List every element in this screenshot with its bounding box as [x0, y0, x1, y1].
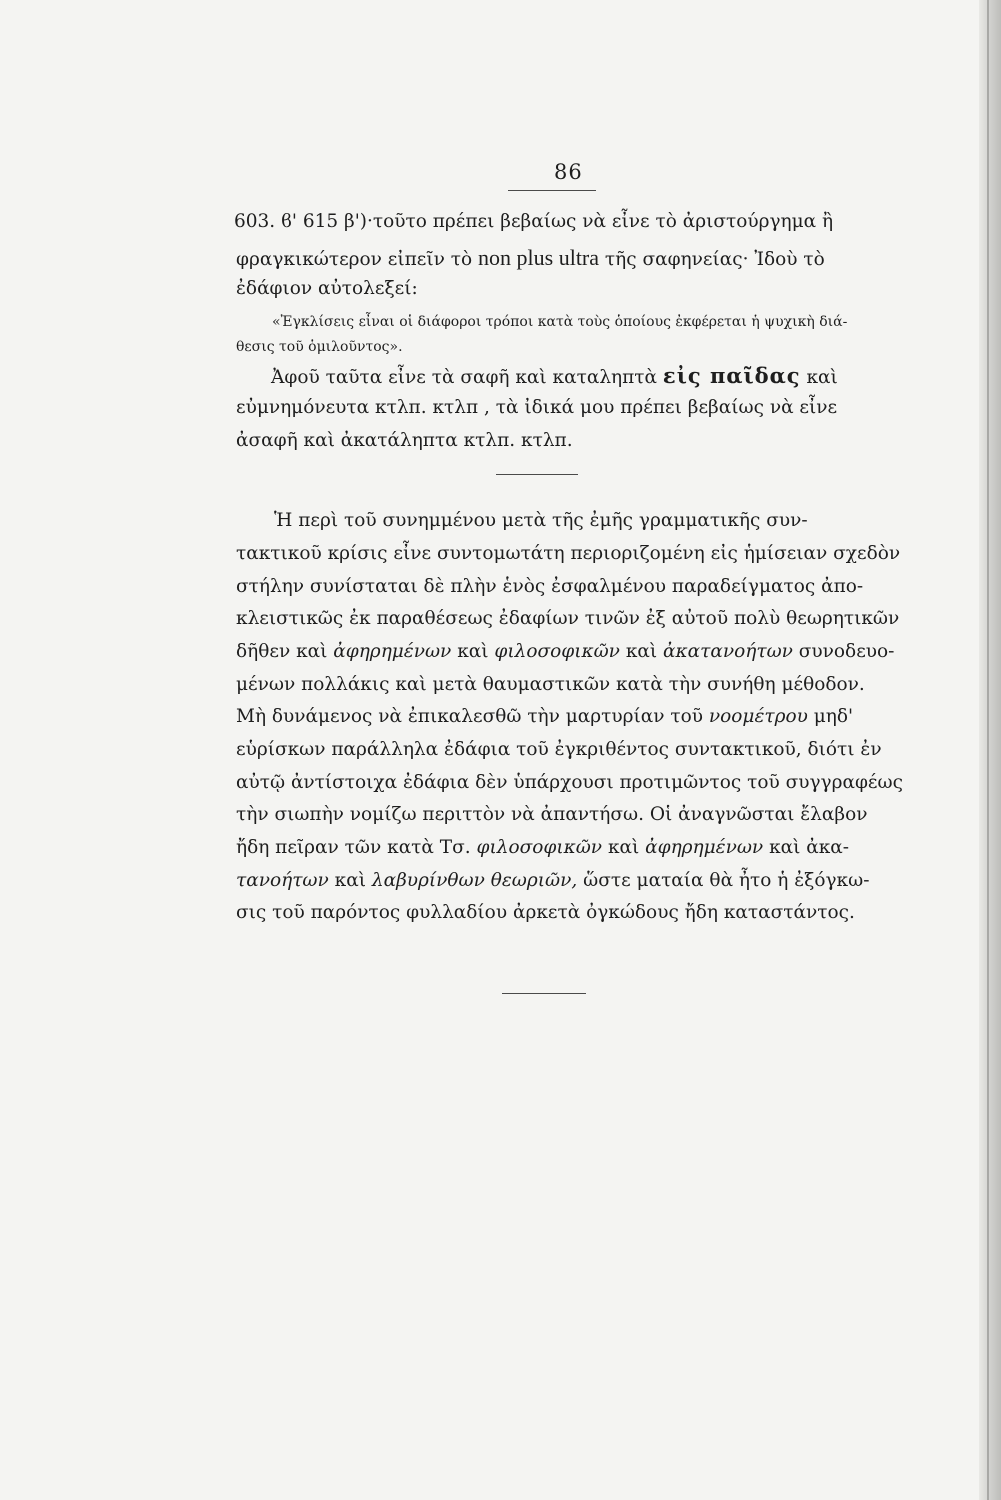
italic-word: ἀφηρημένων: [333, 641, 452, 662]
quotation-line: [236, 340, 403, 354]
text-line: [236, 432, 573, 451]
line-text: τὴν σιωπὴν νομίζω περιττὸν νὰ ἀπαντήσω. Οἱ ἀναγνῶσται ἔλαβον: [236, 804, 868, 825]
line-text: μηδ': [813, 706, 854, 727]
emphasis-phrase: εἰς παῖδας: [662, 363, 801, 388]
latin-phrase: non plus ultra: [478, 245, 600, 270]
italic-word: φιλοσοφικῶν: [476, 837, 603, 858]
text-line: [236, 399, 837, 418]
line-text: ἐδάφιον αὐτολεξεί:: [236, 278, 418, 299]
line-text: τακτικοῦ κρίσις εἶνε συντομωτάτη περιοριζομένη εἰς ἡμίσειαν σχεδὸν: [236, 543, 901, 564]
text-line: [234, 213, 833, 232]
line-text: Ἡ περὶ τοῦ συνημμένου μετὰ τῆς ἐμῆς γραμματικῆς συν-: [274, 510, 808, 531]
italic-word: ἀφηρημένων: [645, 837, 764, 858]
header-rule: [508, 190, 596, 191]
line-text: συνοδευο-: [798, 641, 895, 662]
text-line: [236, 904, 855, 923]
line-text: καὶ: [607, 837, 640, 858]
line-text: εὐμνημόνευτα κτλπ. κτλπ , τὰ ἰδικά μου πρέπει βεβαίως νὰ εἶνε: [236, 397, 838, 418]
text-line: [236, 839, 849, 858]
text-line: [236, 774, 903, 793]
text-line: [236, 545, 900, 564]
text-line: [271, 365, 838, 388]
text-line: [236, 643, 894, 662]
line-text: κλειστικῶς ἐκ παραθέσεως ἐδαφίων τινῶν ἐξ αὐτοῦ πολὺ θεωρητικῶν: [236, 608, 900, 629]
line-text: Ἀφοῦ ταῦτα εἶνε τὰ σαφῆ καὶ καταληπτὰ: [271, 367, 658, 388]
text-line: [236, 872, 869, 891]
italic-word: λαβυρίνθων θεωριῶν,: [371, 870, 578, 891]
text-line: [236, 610, 899, 629]
text-line: [236, 280, 418, 299]
page-edge-shadow: [979, 0, 1001, 1500]
text-line: [236, 806, 867, 825]
line-text: καὶ: [334, 870, 366, 891]
line-text: μένων πολλάκις καὶ μετὰ θαυμαστικῶν κατὰ τὴν συνήθη μέθοδον.: [236, 674, 865, 695]
italic-word: φιλοσοφικῶν: [494, 641, 620, 662]
quotation-line: [272, 315, 847, 329]
line-text: δῆθεν καὶ: [236, 641, 328, 662]
line-text: στήλην συνίσταται δὲ πλὴν ἑνὸς ἐσφαλμένου παραδείγματος ἀπο-: [236, 576, 864, 597]
page-edge-line: [987, 0, 989, 1500]
text-line: [236, 741, 882, 760]
footer-rule: [502, 993, 586, 994]
line-text: αὐτῷ ἀντίστοιχα ἐδάφια δὲν ὑπάρχουσι προτιμῶντος τοῦ συγγραφέως: [236, 772, 903, 793]
line-text: ἤδη πεῖραν τῶν κατὰ Τσ.: [236, 837, 471, 858]
text-line: [274, 512, 808, 531]
line-text: ἀσαφῆ καὶ ἀκατάληπτα κτλπ. κτλπ.: [236, 430, 573, 451]
italic-word: νοομέτρου: [708, 706, 808, 727]
line-text: 603. ϐ' 615 β')·τοῦτο πρέπει βεβαίως νὰ εἶνε τὸ ἀριστούργημα ἢ: [234, 211, 834, 232]
line-text: καὶ: [457, 641, 489, 662]
quotation-text: «Ἐγκλίσεις εἶναι οἱ διάφοροι τρόποι κατὰ τοὺς ὁποίους ἐκφέρεται ἡ ψυχικὴ διά-: [272, 314, 848, 330]
section-divider: [496, 474, 578, 475]
quotation-text: θεσις τοῦ ὁμιλοῦντος».: [236, 339, 403, 355]
page-number: 86: [554, 160, 583, 184]
line-text: φραγκικώτερον εἰπεῖν τὸ: [236, 249, 473, 270]
italic-word: ἀκατανοήτων: [663, 641, 793, 662]
line-text: καὶ ἀκα-: [769, 837, 850, 858]
text-line: [236, 676, 865, 695]
line-text: καὶ: [625, 641, 658, 662]
text-line: [236, 708, 853, 727]
line-text: καὶ: [806, 367, 838, 388]
text-line: [236, 578, 863, 597]
line-text: ὥστε ματαία θὰ ἦτο ἡ ἐξόγκω-: [583, 870, 870, 891]
italic-word: τανοήτων: [236, 870, 329, 891]
line-text: εὑρίσκων παράλληλα ἐδάφια τοῦ ἐγκριθέντος συντακτικοῦ, διότι ἐν: [236, 739, 882, 760]
line-text: τῆς σαφηνείας· Ἰδοὺ τὸ: [604, 249, 825, 270]
line-text: σις τοῦ παρόντος φυλλαδίου ἀρκετὰ ὀγκώδους ἤδη καταστάντος.: [236, 902, 855, 923]
line-text: Μὴ δυνάμενος νὰ ἐπικαλεσθῶ τὴν μαρτυρίαν τοῦ: [236, 706, 704, 727]
text-line: [236, 247, 825, 270]
